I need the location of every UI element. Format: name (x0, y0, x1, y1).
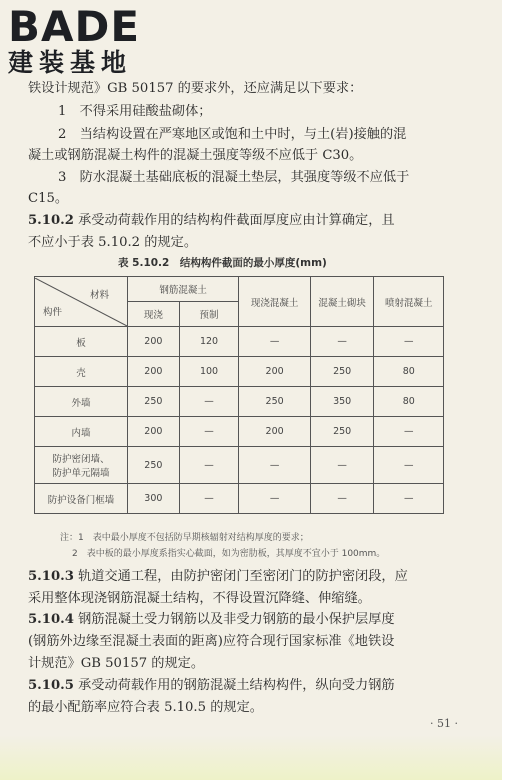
clause-number: 5.10.2 (28, 213, 74, 228)
table-cell: 100 (179, 357, 239, 387)
clause-text: 承受动荷载作用的钢筋混凝土结构构件，纵向受力钢筋 (78, 678, 395, 693)
corner-label-material: 材料 (89, 289, 109, 301)
header-concrete-block: 混凝土砌块 (310, 277, 374, 327)
table-cell: 300 (128, 484, 180, 514)
table-cell: 200 (239, 417, 311, 447)
row-label (35, 447, 128, 484)
header-cast-concrete: 现浇混凝土 (239, 277, 311, 327)
table-cell: 250 (310, 357, 374, 387)
text-line: 采用整体现浇钢筋混凝土结构，不得设置沉降缝、伸缩缝。 (28, 591, 371, 606)
table-cell: — (374, 447, 444, 484)
text-line: 不应小于表 5.10.2 的规定。 (28, 235, 198, 250)
clause-number: 5.10.3 (28, 569, 74, 584)
table-cell: 350 (310, 387, 374, 417)
table-cell: 200 (128, 417, 180, 447)
table-row (35, 417, 444, 447)
table-note-1: 注：1 表中最小厚度不包括防早期核辐射对结构厚度的要求； (60, 533, 309, 543)
table-cell: 250 (239, 387, 311, 417)
page-number: · 51 · (430, 717, 458, 730)
table-cell: — (374, 327, 444, 357)
brand-logo (8, 2, 141, 78)
clause-number: 5.10.4 (28, 612, 74, 627)
text-line: C15。 (28, 191, 69, 206)
table-cell: — (310, 327, 374, 357)
clause-5-10-4 (28, 611, 395, 629)
list-item-3: 3 防水混凝土基础底板的混凝土垫层，其强度等级不应低于 (58, 170, 410, 185)
table-cell: — (239, 327, 311, 357)
table-cell: 250 (128, 387, 180, 417)
clause-5-10-3 (28, 568, 408, 586)
clause-text: 承受动荷载作用的结构构件截面厚度应由计算确定，且 (78, 213, 395, 228)
clause-text: 轨道交通工程，由防护密闭门至密闭门的防护密闭段，应 (78, 569, 408, 584)
table-row (35, 327, 444, 357)
header-shotcrete: 喷射混凝土 (374, 277, 444, 327)
page-bottom-shadow (0, 735, 502, 780)
row-label: 板 (35, 327, 128, 357)
table-cell: 200 (128, 327, 180, 357)
table-row (35, 387, 444, 417)
table-cell: — (239, 484, 311, 514)
clause-number: 5.10.5 (28, 678, 74, 693)
logo-chinese: 建装基地 (8, 48, 133, 77)
table-cell: — (310, 447, 374, 484)
table-note-2: 2 表中板的最小厚度系指实心截面，如为密肋板，其厚度不宜小于 100mm。 (72, 549, 386, 559)
text-line: 凝土或钢筋混凝土构件的混凝土强度等级不应低于 C30。 (28, 148, 363, 163)
table-cell: — (179, 387, 239, 417)
table-cell: — (179, 417, 239, 447)
clause-5-10-5 (28, 677, 395, 695)
table-cell: — (179, 484, 239, 514)
logo-word: BADE (8, 2, 141, 51)
diagonal-line (35, 278, 127, 326)
row-label-line: 防护单元隔墙 (52, 468, 110, 479)
table-caption: 表 5.10.2 结构构件截面的最小厚度(mm) (118, 257, 327, 269)
row-label: 内墙 (35, 417, 128, 447)
table-row (35, 357, 444, 387)
header-precast: 预制 (179, 302, 239, 327)
table-cell: — (179, 447, 239, 484)
clause-5-10-2 (28, 212, 395, 230)
table-cell: 80 (374, 387, 444, 417)
text-line: 铁设计规范》GB 50157 的要求外，还应满足以下要求： (28, 81, 363, 96)
row-label-line: 防护密闭墙、 (52, 454, 110, 465)
table-cell: — (310, 484, 374, 514)
list-item-1: 1 不得采用硅酸盐砌体； (58, 104, 212, 119)
text-line: 的最小配筋率应符合表 5.10.5 的规定。 (28, 700, 263, 715)
clause-text: 钢筋混凝土受力钢筋以及非受力钢筋的最小保护层厚度 (78, 612, 395, 627)
table-cell: — (239, 447, 311, 484)
list-item-2: 2 当结构设置在严寒地区或饱和土中时，与土(岩)接触的混 (58, 127, 407, 142)
text-line: (钢筋外边缘至混凝土表面的距离)应符合现行国家标准《地铁设 (28, 634, 395, 649)
corner-label-component: 构件 (43, 306, 63, 318)
header-cast-in-place: 现浇 (128, 302, 180, 327)
table-cell: 200 (128, 357, 180, 387)
row-label: 外墙 (35, 387, 128, 417)
row-label: 防护设备门框墙 (35, 484, 128, 514)
thickness-table (34, 276, 444, 514)
table-cell: 250 (128, 447, 180, 484)
table-cell: — (374, 417, 444, 447)
table-corner-cell (35, 277, 128, 327)
table-cell: 120 (179, 327, 239, 357)
table-cell: — (374, 484, 444, 514)
table-cell: 80 (374, 357, 444, 387)
table-cell: 200 (239, 357, 311, 387)
text-line: 计规范》GB 50157 的规定。 (28, 656, 205, 671)
table-row (35, 484, 444, 514)
table-row (35, 447, 444, 484)
header-rc: 钢筋混凝土 (128, 277, 239, 302)
row-label: 壳 (35, 357, 128, 387)
table-cell: 250 (310, 417, 374, 447)
